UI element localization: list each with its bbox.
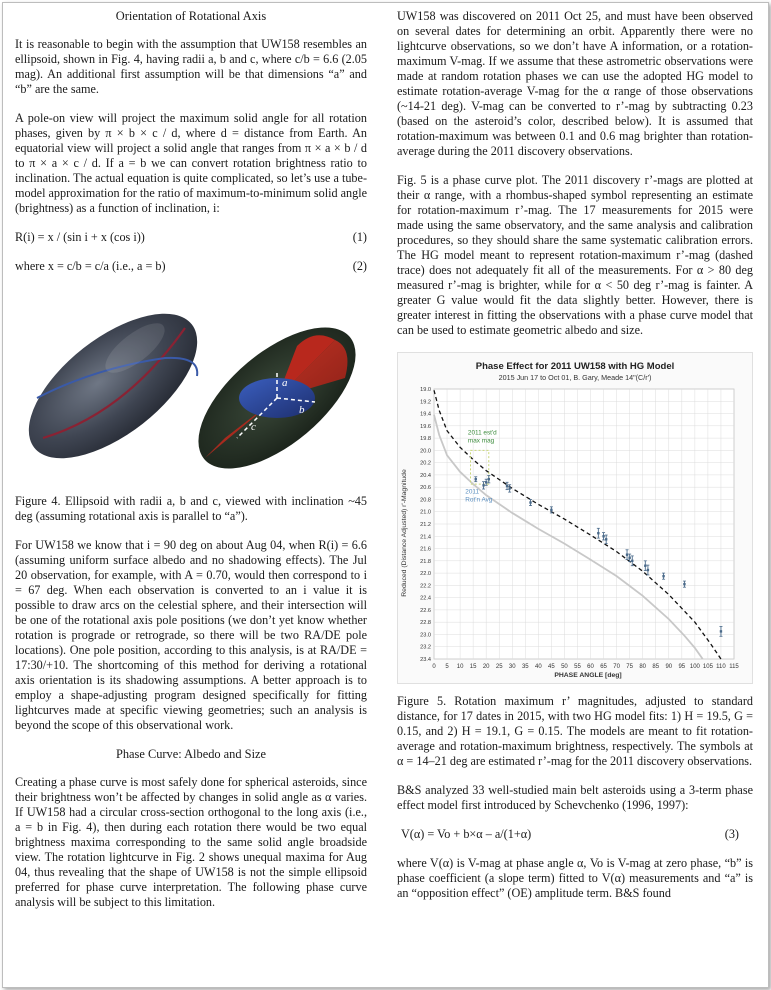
y-tick-label: 20.8 [420, 497, 431, 504]
y-tick-label: 21.2 [420, 522, 431, 528]
x-tick-label: 15 [469, 664, 477, 670]
y-tick-label: 21.8 [420, 558, 431, 565]
data-point [683, 583, 685, 585]
data-point [605, 538, 607, 540]
x-axis-label: PHASE ANGLE [deg] [554, 672, 622, 679]
data-point [508, 487, 510, 489]
y-tick-label: 23.0 [420, 632, 431, 639]
paragraph: Creating a phase curve is most safely done for spherical asteroids, since their brightness won’t be affected by changes in solid angle as α varies. If UW158 had a circular cross-section orthogonal to the long axis (i.e., a = b in Fig. 4), then during each rotation there would be two equal brightness maxima corresponding to the same solid angle broadside view. The rotation lightcurve in Fig. 2 shows unequal maxima for Aug 04, thus revealing that the shape of UW158 is not the simple ellipsoid preferred for phase curve interpretation. The following phase curve analysis will be subject to this limitation. [15, 775, 367, 909]
data-point [631, 560, 633, 562]
y-tick-label: 19.8 [420, 436, 431, 443]
y-tick-label: 20.2 [420, 460, 431, 467]
paragraph: It is reasonable to begin with the assumption that UW158 resembles an ellipsoid, shown in Fig. 4, having radii a, b and c, where c/b = 6.6 (2.05 mag). An additional first assumption will be that dimensions “a” and “b” are the same. [15, 37, 367, 96]
data-point [506, 485, 508, 487]
x-tick-label: 5 [445, 664, 449, 670]
data-point [529, 501, 531, 503]
figure-4-ellipsoids [15, 288, 367, 484]
data-point [485, 481, 487, 483]
paragraph: Fig. 5 is a phase curve plot. The 2011 discovery r’-mags are plotted at their α range, with a rhombus-shaped symbol representing an estimate for rotation-maximum r’-mag. The 17 measurements for 2015 were made using the same observatory, and the same analysis and calibration procedures, so they should share the same systematic calibration errors. The HG model meant to represent rotation-maximum r’-mag (dashed trace) does not adequately fit all of the measurements. For α > 80 deg measured r’-mag is brighter, while for α < 50 deg r’-mag is fainter. A greater G value would fit the data slightly better. However, there is greater interest in fitting the observations with a phase curve model that can be used to estimate geometric albedo and size. [397, 173, 753, 337]
y-tick-label: 19.2 [420, 399, 431, 406]
y-tick-label: 22.8 [420, 620, 431, 627]
x-tick-label: 0 [432, 664, 436, 670]
data-point [488, 478, 490, 480]
y-tick-label: 21.6 [420, 546, 431, 553]
data-point [550, 509, 552, 511]
x-tick-label: 85 [652, 664, 660, 670]
data-point [647, 569, 649, 571]
paragraph: UW158 was discovered on 2011 Oct 25, and must have been observed on several dates for determining an orbit. Apparently there were no lightcurve observations, so we don’t have A information, or a rotation-maximum V-mag. If we assume that these astrometric observations were made at random rotation phases we can use the adopted HG model to estimate rotation-average V-mag for the α range of those observations (~14-21 deg). V-mag can be converted to r’-mag by subtracting 0.23 (based on the asteroid’s color, described below). It is assumed that rotation-maximum was between 0.1 and 0.6 mag brighter than rotation-average during the 2011 discovery observations. [397, 9, 753, 158]
phase-curve-chart [398, 353, 752, 683]
x-tick-label: 75 [626, 664, 633, 670]
y-tick-label: 22.6 [420, 607, 431, 614]
shaded-ellipsoid [15, 288, 221, 484]
equation-1 [15, 230, 367, 245]
estimated-max-annotation: max mag [467, 437, 495, 445]
equation-number: (3) [724, 827, 739, 841]
equation-3 [397, 827, 753, 842]
y-tick-label: 19.6 [420, 423, 431, 430]
x-tick-label: 35 [521, 664, 529, 670]
paper-page [2, 2, 769, 988]
data-point [482, 484, 484, 486]
cutaway-ellipsoid [175, 302, 367, 484]
x-tick-label: 105 [702, 664, 713, 670]
ellipsoid-illustration [15, 288, 367, 484]
data-point [644, 565, 646, 567]
radius-a-label: a [282, 377, 288, 389]
data-point [602, 535, 604, 537]
paragraph: For UW158 we know that i = 90 deg on about Aug 04, when R(i) = 6.6 (assuming uniform surface albedo and no shadowing effects). The Jul 20 observation, for example, with A = 0.70, would then correspond to i = 67 deg. When each observation is converted to an i value it is possible to draw arcs on the celestial sphere, and their intersection will be one of the rotational axis pole positions (we don’t yet know whether rotation is prograde or retrograde, so there will be two RA/DE pole locations). One pole position, according to this analysis, is at RA/DE = 17:30/+10. The shortcoming of this method for deriving a rotational axis orientation is its shadowing assumptions. A better approach is to employ a shape-adjusting program designed specifically for fitting lightcurves made at specific viewing geometries; such an analysis is beyond the scope of this observational work. [15, 538, 367, 732]
rotation-average-annotation: Rot'n Avg [465, 496, 493, 504]
chart-subtitle: 2015 Jun 17 to Oct 01, B. Gary, Meade 14"(C/r') [498, 373, 652, 382]
x-tick-label: 20 [482, 664, 490, 670]
left-column [15, 9, 367, 924]
x-tick-label: 115 [729, 664, 739, 670]
figure-5-phase-chart [397, 352, 753, 684]
figure-4-caption: Figure 4. Ellipsoid with radii a, b and c, viewed with inclination ~45 deg (assuming rotational axis is parallel to “a”). [15, 494, 367, 523]
paragraph: where V(α) is V-mag at phase angle α, Vo is V-mag at zero phase, “b” is phase coefficient (a slope term) fitted to V(α) measurements and “a” is an “opposition effect” (OE) amplitude term. B&S found [397, 856, 753, 900]
plot-area [420, 387, 739, 670]
paragraph: A pole-on view will project the maximum solid angle for all rotation phases, given by π × b × c / d, where d = distance from Earth. An equatorial view will project a solid angle that ranges from π × a × b / d to π × a × c / d. If a = b we can convert rotation brightness ratio to inclination. The actual equation is quite complicated, so let’s use a tube-model approximation for the ratio of maximum-to-minimum solid angle (brightness) as a function of inclination, i: [15, 111, 368, 215]
y-tick-label: 23.4 [420, 657, 431, 663]
x-tick-label: 70 [613, 664, 620, 670]
radius-b-label: b [299, 404, 305, 416]
x-tick-label: 55 [574, 664, 581, 670]
x-tick-label: 40 [535, 664, 542, 670]
x-tick-label: 90 [665, 664, 673, 670]
y-tick-label: 21.0 [420, 509, 431, 516]
x-tick-label: 60 [587, 664, 594, 670]
y-tick-label: 20.0 [420, 448, 431, 455]
x-tick-label: 65 [600, 664, 607, 670]
y-tick-label: 22.4 [420, 595, 431, 602]
data-point [597, 532, 599, 534]
y-tick-label: 19.4 [420, 411, 431, 418]
equation-2 [15, 259, 367, 274]
y-tick-label: 20.6 [420, 485, 431, 492]
x-tick-label: 30 [508, 664, 516, 670]
data-point [475, 478, 477, 480]
paragraph: B&S analyzed 33 well-studied main belt asteroids using a 3-term phase effect model first introduced by Schevchenko (1996, 1997): [397, 783, 753, 812]
y-tick-label: 22.2 [420, 583, 431, 590]
equation-text: V(α) = Vo + b×α – a/(1+α) [401, 827, 532, 841]
data-point [720, 630, 722, 632]
x-tick-label: 50 [561, 664, 568, 670]
x-tick-label: 95 [678, 664, 686, 670]
y-tick-label: 22.0 [420, 571, 431, 578]
right-column [397, 9, 753, 915]
x-tick-label: 80 [639, 664, 647, 670]
equation-text: R(i) = x / (sin i + x (cos i)) [15, 230, 145, 244]
x-tick-label: 100 [689, 664, 700, 670]
x-tick-label: 25 [495, 664, 503, 670]
equation-number: (1) [352, 230, 367, 244]
data-point [662, 575, 664, 577]
section-heading-orientation: Orientation of Rotational Axis [115, 9, 267, 23]
section-heading-phase-curve: Phase Curve: Albedo and Size [115, 747, 267, 761]
equation-text: where x = c/b = c/a (i.e., a = b) [15, 259, 166, 273]
x-tick-label: 10 [456, 664, 464, 670]
y-tick-label: 20.4 [420, 472, 431, 479]
y-tick-label: 21.4 [420, 534, 431, 541]
estimated-max-annotation: 2011 est'd [467, 429, 497, 437]
y-axis-label: Reduced (Distance Adjusted) r'-Magnitude [401, 469, 408, 597]
equation-number: (2) [352, 259, 367, 273]
radius-c-label: c [251, 421, 256, 433]
x-tick-label: 45 [548, 664, 555, 670]
rotation-average-annotation: 2011 [465, 488, 480, 496]
figure-5-caption: Figure 5. Rotation maximum r’ magnitudes, adjusted to standard distance, for 17 dates in 2015, with two HG model fits: 1) H = 19.5, G = 0.15, and 2) H = 19.1, G = 0.15. The models are meant to fit rotation-average and rotation-maximum brightness, respectively. The symbols at α = 14–21 deg are estimated r’-mag for the 2011 discovery observations. [397, 694, 753, 768]
x-tick-label: 110 [716, 664, 726, 670]
y-tick-label: 23.2 [420, 644, 431, 651]
chart-title: Phase Effect for 2011 UW158 with HG Model [475, 361, 675, 372]
data-point [626, 553, 628, 555]
y-tick-label: 19.0 [420, 387, 431, 393]
data-point [628, 557, 630, 559]
